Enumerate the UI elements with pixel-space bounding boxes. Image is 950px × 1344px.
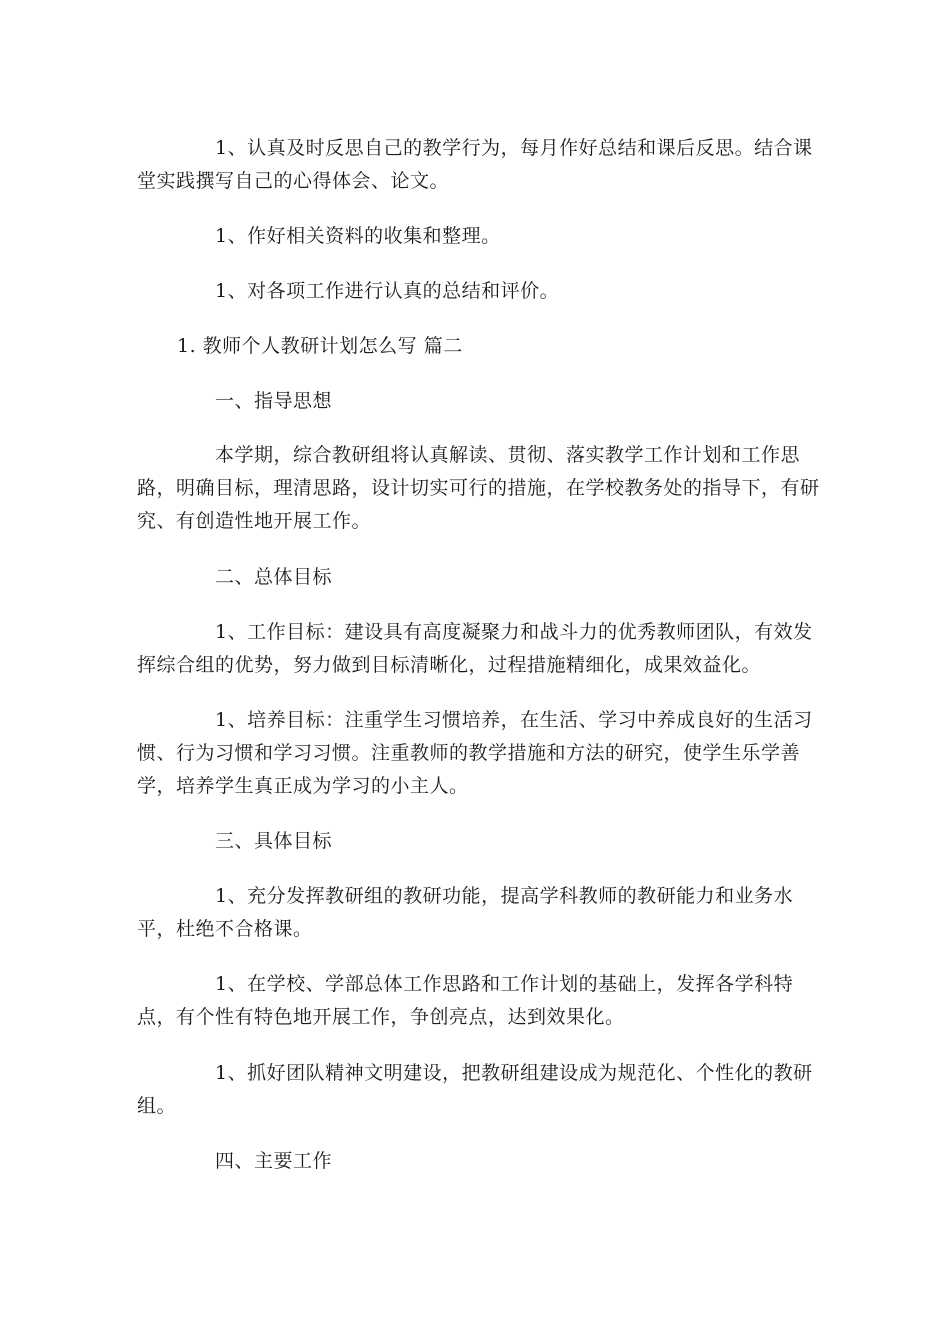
paragraph-work-goal: 1、工作目标：建设具有高度凝聚力和战斗力的优秀教师团队，有效发挥综合组的优势，努力做到目标清晰化，过程措施精细化，成果效益化。: [137, 621, 813, 676]
heading-main-work: 四、主要工作: [215, 1150, 333, 1172]
paragraph-training-goal: 1、培养目标：注重学生习惯培养，在生活、学习中养成良好的生活习惯、行为习惯和学习习惯。注重教师的教学措施和方法的研究，使学生乐学善学，培养学生真正成为学习的小主人。: [137, 709, 813, 797]
paragraph-materials: 1、作好相关资料的收集和整理。: [215, 225, 501, 247]
paragraph-reflection: 1、认真及时反思自己的教学行为，每月作好总结和课后反思。结合课堂实践撰写自己的心得体会、论文。: [137, 137, 813, 192]
paragraph-school-plan: 1、在学校、学部总体工作思路和工作计划的基础上，发挥各学科特点，有个性有特色地开展工作，争创亮点，达到效果化。: [137, 973, 794, 1028]
section-title-part-two: 1. 教师个人教研计划怎么写 篇二: [177, 335, 463, 357]
paragraph-guiding-thought: 本学期，综合教研组将认真解读、贯彻、落实教学工作计划和工作思路，明确目标，理清思路，设计切实可行的措施，在学校教务处的指导下，有研究、有创造性地开展工作。: [137, 444, 820, 532]
heading-specific-goals: 三、具体目标: [215, 830, 333, 852]
paragraph-team-spirit: 1、抓好团队精神文明建设，把教研组建设成为规范化、个性化的教研组。: [137, 1062, 813, 1117]
paragraph-evaluation: 1、对各项工作进行认真的总结和评价。: [215, 280, 560, 302]
heading-guiding-thought: 一、指导思想: [215, 390, 333, 412]
paragraph-teaching-research: 1、充分发挥教研组的教研功能，提高学科教师的教研能力和业务水平，杜绝不合格课。: [137, 885, 794, 940]
heading-overall-goals: 二、总体目标: [215, 566, 333, 588]
